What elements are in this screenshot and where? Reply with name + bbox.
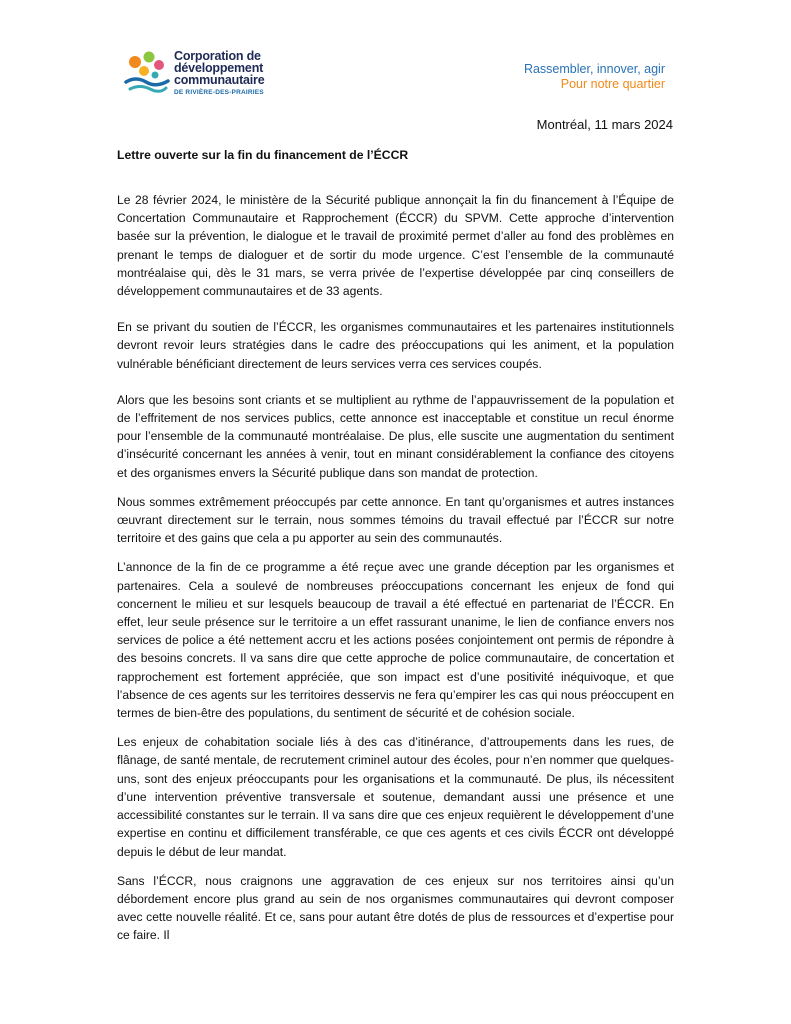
paragraph-6: Les enjeux de cohabitation sociale liés à des cas d’itinérance, d’attroupements dans les rues, de flânage, de santé mentale, de recrutement criminel autour des écoles, pour n’en nommer que quelques-uns, sont des enjeux préoccupants pour les organisations et la communauté. De plus, ils nécessitent d’une intervention préventive transversale et soutenue, demandant aussi une présence et une accessibilité constantes sur le terrain. Il va sans dire que ces enjeux requièrent le développement d’une expertise en continu et difficilement transférable, ce que ces agents et ces civils ÉCCR ont développé depuis le début de leur mandat. [117,735,674,859]
logo-icon [122,48,172,98]
letter-body [117,191,674,945]
slogan [524,62,665,92]
paragraph-3: Alors que les besoins sont criants et se multiplient au rythme de l’appauvrissement de la population et de l’effritement de nos services publics, cette annonce est inacceptable et constitue un recul énorme pour l’ensemble de la communauté montréalaise. De plus, elle suscite une augmentation du sentiment d’insécurité concernant les années à venir, tout en minant considérablement la confiance des citoyens et des organismes envers la Sécurité publique dans son mandat de protection. [117,392,674,480]
logo-name-line-1: Corporation de [174,49,261,63]
slogan-line-1: Rassembler, innover, agir [523,62,665,76]
slogan-line-2: Pour notre quartier [560,77,665,91]
logo-name [174,50,264,86]
paragraph-2: En se privant du soutien de l’ÉCCR, les organismes communautaires et les partenaires institutionnels devront revoir leurs stratégies dans le cadre des préoccupations qui les animent, et la population vulnérable bénéficiant directement de leurs services verra ces services coupés. [117,320,674,371]
logo-name-line-2: développement [174,61,264,75]
letter-title: Lettre ouverte sur la fin du financement de l’ÉCCR [117,148,409,162]
organization-logo [122,48,292,104]
paragraph-1: Le 28 février 2024, le ministère de la Sécurité publique annonçait la fin du financement à l’Équipe de Concertation Communautaire et Rapprochement (ÉCCR) du SPVM. Cette approche d’intervention basée sur la prévention, le dialogue et le travail de proximité permet d’aller au fond des problèmes en prenant le temps de dialoguer et de sortir du mode urgence. C’est l’ensemble de la communauté montréalaise qui, dès le 31 mars, se verra privée de l’expertise développée par cinq conseillers de développement communautaires et de 33 agents. [117,193,674,299]
logo-subtitle: DE RIVIÈRE-DES-PRAIRIES [174,89,264,96]
letter-date: Montréal, 11 mars 2024 [536,117,673,132]
logo-name-line-3: communautaire [174,73,265,87]
paragraph-5: L’annonce de la fin de ce programme a été reçue avec une grande déception par les organismes et partenaires. Cela a soulevé de nombreuses préoccupations concernant les enjeux de fond qui concernent le milieu et sur lesquels beaucoup de travail a été effectué en partenariat de l’ÉCCR. En effet, leur seule présence sur le territoire a un effet rassurant unanime, le lien de confiance envers nos services de police a été nettement accru et les actions posées conjointement ont permis de répondre à des besoins concrets. Il va sans dire que cette approche de police communautaire, de concertation et rapprochement est fortement appréciée, que son impact est d’une positivité inéquivoque, et que l’absence de ces agents sur les territoires desservis ne fera qu’empirer les cas qui nous préoccupent en termes de bien-être des populations, du sentiment de sécurité et de cohésion sociale. [117,560,674,721]
paragraph-4: Nous sommes extrêmement préoccupés par cette annonce. En tant qu’organismes et autres instances œuvrant directement sur le terrain, nous sommes témoins du travail effectué par l’ÉCCR sur notre territoire et des gains que cela a pu apporter au sein des communautés. [117,494,674,546]
paragraph-7: Sans l’ÉCCR, nous craignons une aggravation de ces enjeux sur nos territoires ainsi qu’un débordement encore plus grand au sein de nos organismes communautaires qui devront composer avec cette nouvelle réalité. Et ce, sans pour autant être dotés de plus de ressources et d’expertise pour ce faire. Il [117,873,674,943]
